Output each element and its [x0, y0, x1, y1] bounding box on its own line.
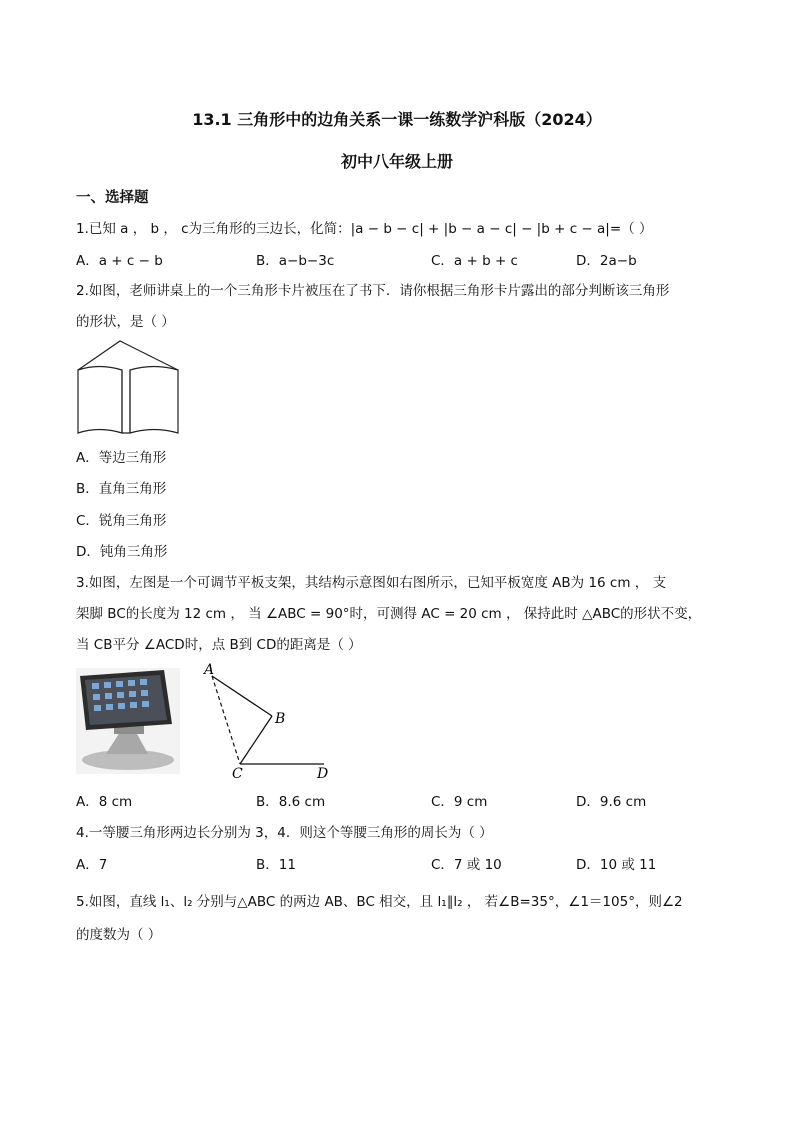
book-spine [122, 370, 130, 433]
document-title: 13.1 三角形中的边角关系一课一练数学沪科版（2024） [192, 110, 602, 129]
question-2-stem-line-2: 的形状，是（ ） [76, 314, 175, 330]
question-3-option-d: D．9.6 cm [576, 794, 647, 810]
point-label-c: C [232, 766, 243, 782]
question-5-stem-line-1: 5.如图，直线 l₁、l₂ 分别与△ABC 的两边 AB、BC 相交，且 l₁∥l₂ ， 若∠B=35°，∠1＝105°，则∠2 [76, 894, 683, 910]
tablet-stand-photo [76, 668, 180, 774]
question-3-option-b: B．8.6 cm [256, 794, 326, 810]
section-heading: 一、选择题 [76, 190, 149, 206]
book-right-page [130, 367, 178, 434]
question-3-stem-line-2: 架脚 BC的长度为 12 cm ， 当 ∠ABC = 90°时，可测得 AC = 20 cm ， 保持此时 △ABC的形状不变， [76, 606, 702, 622]
question-2-option-a: A．等边三角形 [76, 450, 167, 466]
document-subtitle: 初中八年级上册 [340, 152, 453, 171]
book-left-page [78, 367, 122, 434]
point-label-d: D [317, 766, 329, 782]
question-4-option-b: B．11 [256, 857, 296, 873]
question-1-option-c: C．a + b + c [431, 253, 518, 269]
point-label-b: B [275, 711, 286, 727]
question-4-option-c: C．7 或 10 [431, 857, 502, 873]
question-1-stem: 1.已知 a ， b ， c为三角形的三边长，化简：|a − b − c| + |b − a − c| − |b + c − a|=（ ） [76, 221, 653, 237]
triangle-card-edge [78, 341, 178, 370]
question-4-option-a: A．7 [76, 857, 108, 873]
question-1-option-d: D．2a−b [576, 253, 637, 269]
question-4-option-d: D．10 或 11 [576, 857, 657, 873]
geometry-diagram [196, 660, 336, 785]
question-1-option-b: B．a−b−3c [256, 253, 335, 269]
question-3-option-c: C．9 cm [431, 794, 488, 810]
segment-ac-dashed [212, 676, 240, 764]
question-1-option-a: A．a + c − b [76, 253, 163, 269]
question-3-option-a: A．8 cm [76, 794, 133, 810]
segment-bc [240, 716, 272, 764]
question-4-stem: 4.一等腰三角形两边长分别为 3，4．则这个等腰三角形的周长为（ ） [76, 825, 493, 841]
question-2-option-c: C．锐角三角形 [76, 513, 167, 529]
question-3-stem-line-3: 当 CB平分 ∠ACD时，点 B到 CD的距离是（ ） [76, 637, 362, 653]
question-2-stem-line-1: 2.如图，老师讲桌上的一个三角形卡片被压在了书下．请你根据三角形卡片露出的部分判断该三角形 [76, 283, 670, 299]
question-2-option-b: B．直角三角形 [76, 481, 167, 497]
question-5-stem-line-2: 的度数为（ ） [76, 927, 162, 943]
question-2-option-d: D．钝角三角形 [76, 544, 168, 560]
book-triangle-figure [74, 338, 184, 436]
point-label-a: A [204, 662, 215, 678]
question-3-stem-line-1: 3.如图，左图是一个可调节平板支架，其结构示意图如右图所示，已知平板宽度 AB为 16 cm ， 支 [76, 575, 667, 591]
segment-ab [212, 676, 272, 716]
